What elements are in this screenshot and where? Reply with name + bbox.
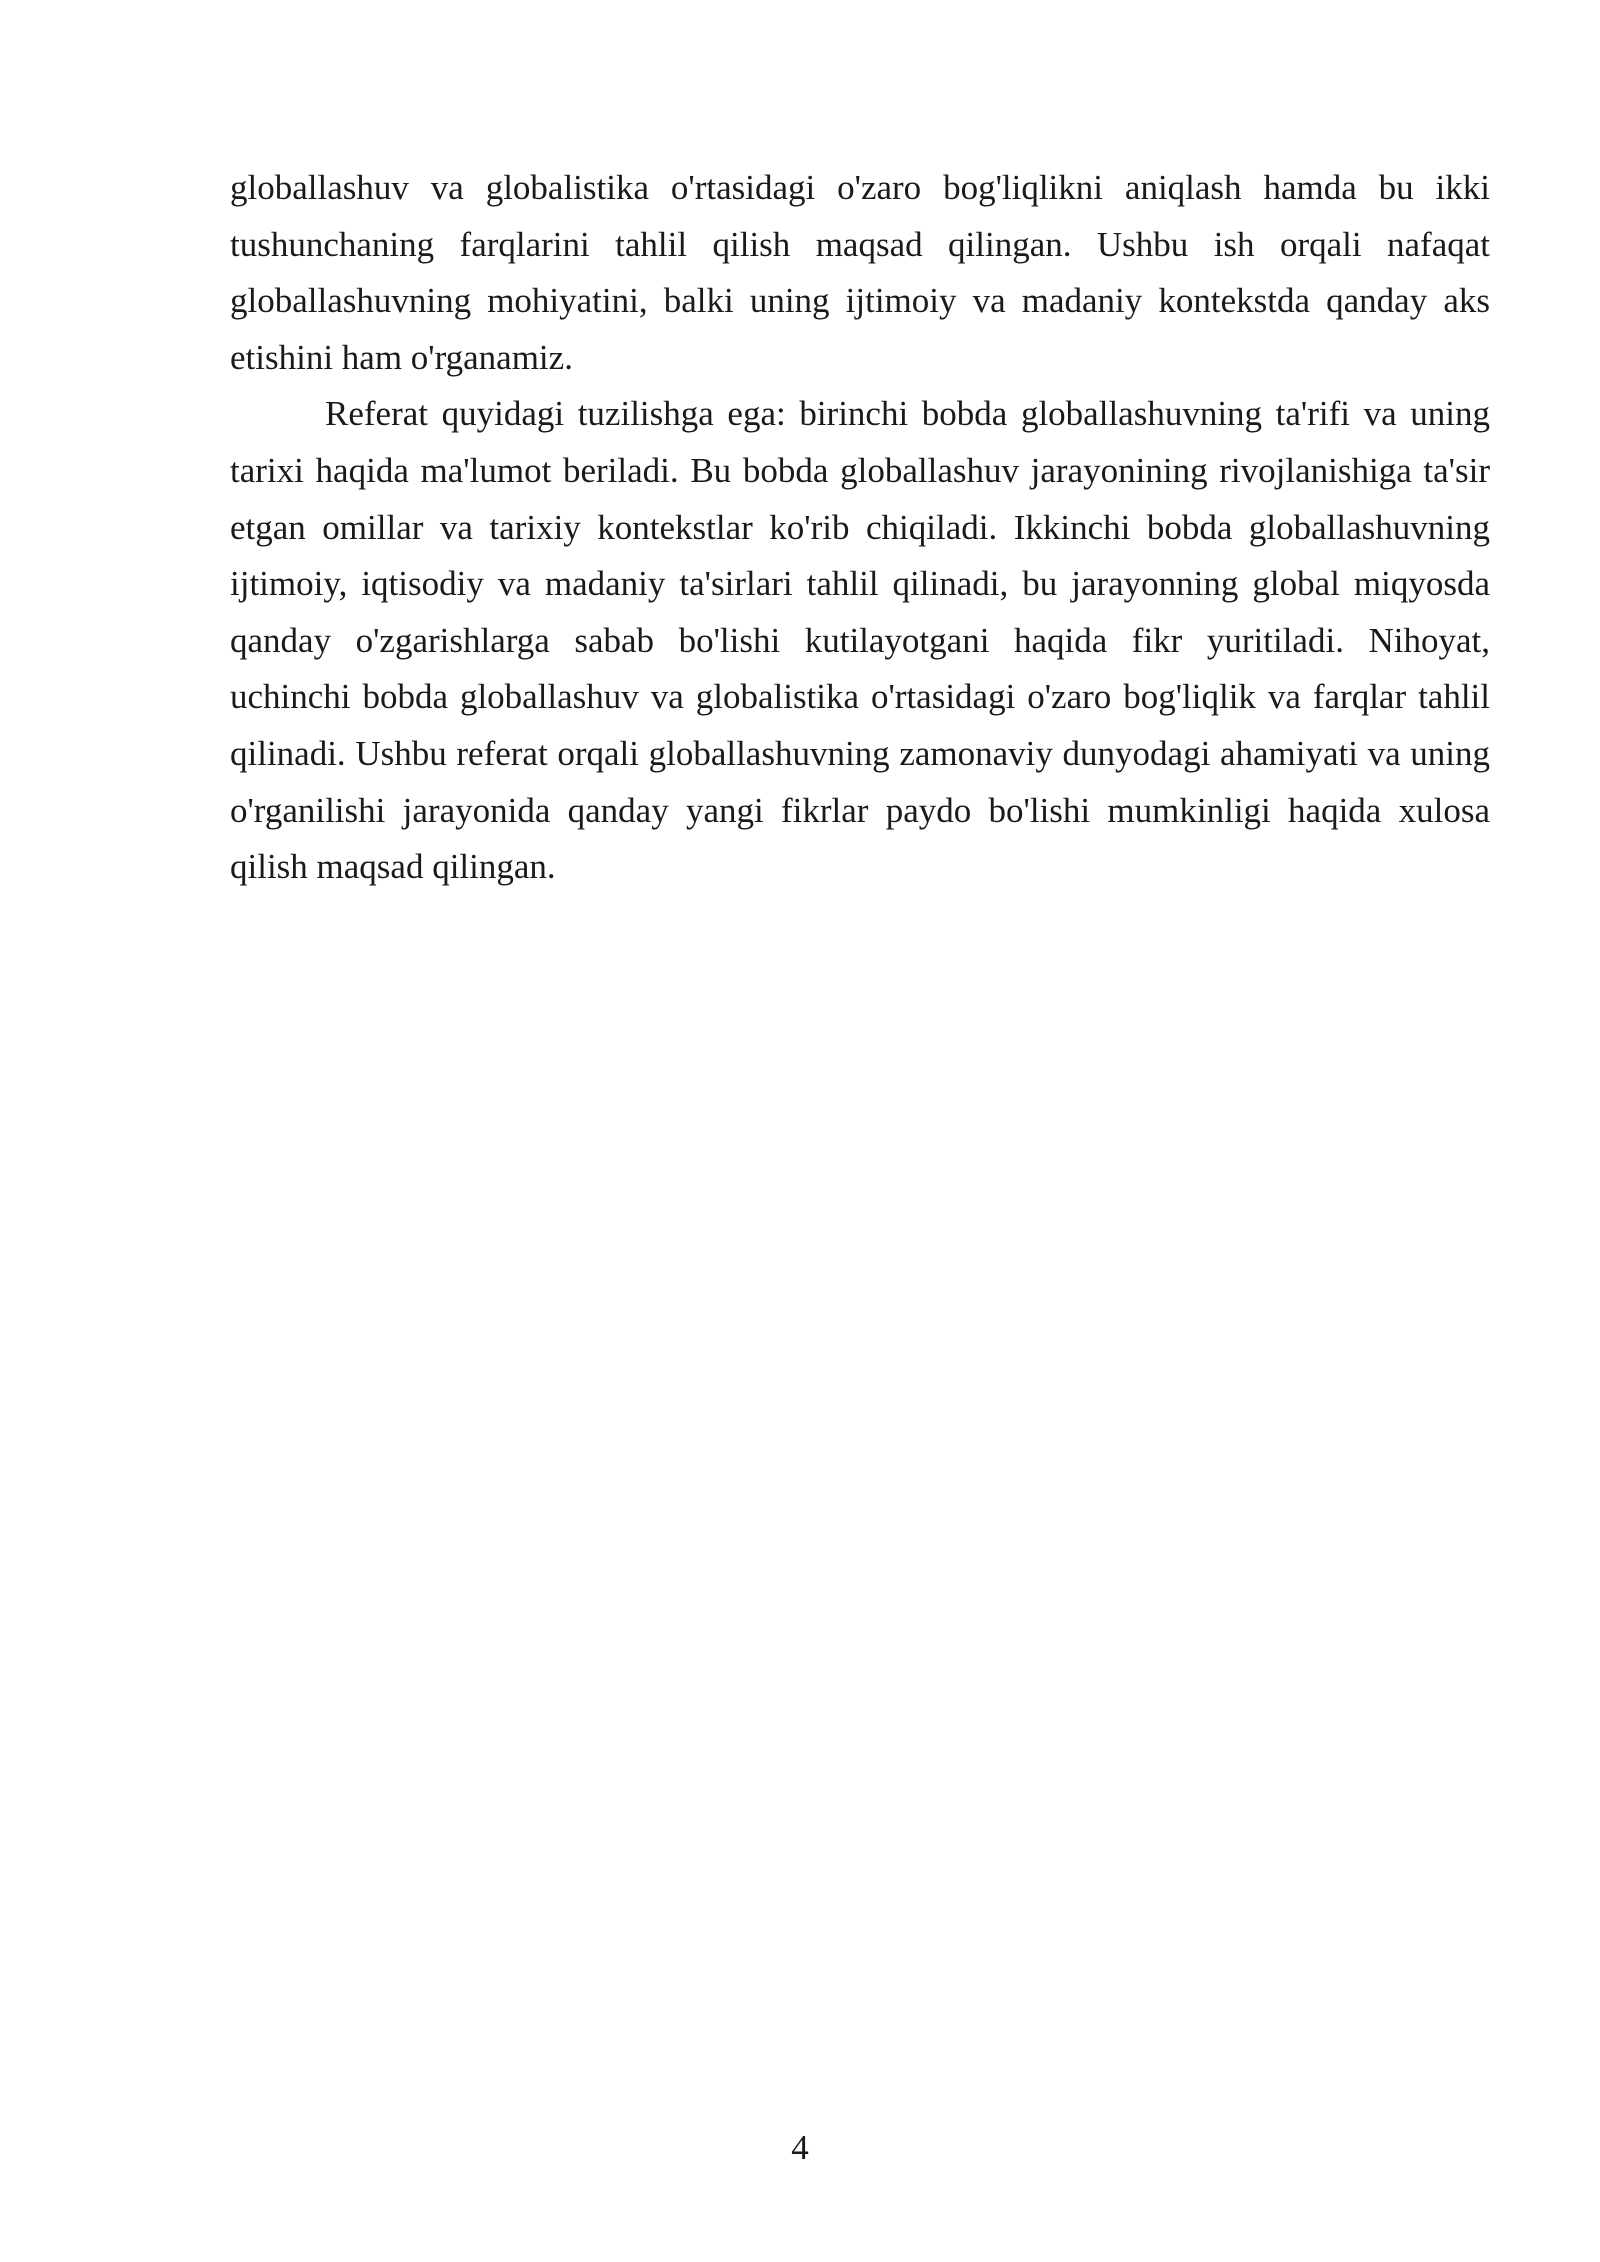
paragraph-structure-overview: Referat quyidagi tuzilishga ega: birinchi bobda globallashuvning ta'rifi va uning tarixi haqida ma'lumot beriladi. Bu bobda globallashuv jarayonining rivojlanishiga ta'sir etgan omillar va tarixiy kontekstlar ko'rib chiqiladi. Ikkinchi bobda globallashuvning ijtimoiy, iqtisodiy va madaniy ta'sirlari tahlil qilinadi, bu jarayonning global miqyosda qanday o'zgarishlarga sabab bo'lishi kutilayotgani haqida fikr yuritiladi. Nihoyat, uchinchi bobda globallashuv va globalistika o'rtasidagi o'zaro bog'liqlik va farqlar tahlil qilinadi. Ushbu referat orqali globallashuvning zamonaviy dunyodagi ahamiyati va uning o'rganilishi jarayonida qanday yangi fikrlar paydo bo'lishi mumkinligi haqida xulosa qilish maqsad qilingan. <box>230 394 1490 887</box>
page-number: 4 <box>791 2128 809 2167</box>
body-text <box>230 160 1490 896</box>
paragraph-continuation: globallashuv va globalistika o'rtasidagi o'zaro bog'liqlikni aniqlash hamda bu ikki tushunchaning farqlarini tahlil qilish maqsad qilingan. Ushbu ish orqali nafaqat globallashuvning mohiyatini, balki uning ijtimoiy va madaniy kontekstda qanday aks etishini ham o'rganamiz. <box>230 168 1490 377</box>
